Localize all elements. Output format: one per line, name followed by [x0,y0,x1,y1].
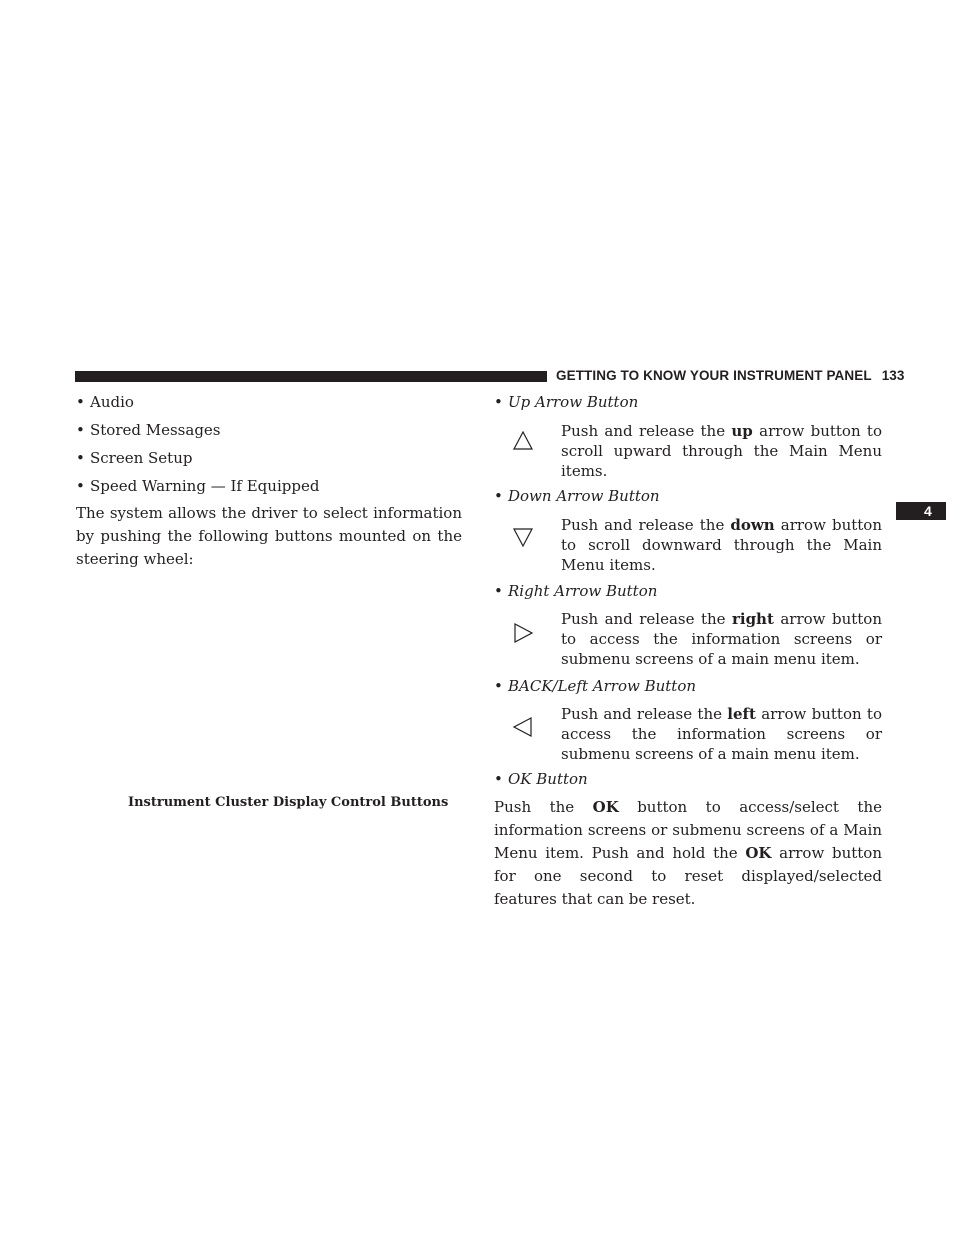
header-rule [75,371,547,382]
figure-caption: Instrument Cluster Display Control Buttons [128,795,449,810]
list-item: • Down Arrow Button [494,487,660,505]
left-button-description: Push and release the left arrow button to access the information screens or submenu screens of a main menu item. [561,705,882,763]
down-triangle-icon [512,526,534,548]
list-item: • Screen Setup [76,449,193,467]
ok-button-title: OK Button [508,770,588,788]
list-item: • Up Arrow Button [494,393,639,411]
up-button-title: Up Arrow Button [508,393,639,411]
up-triangle-icon [512,430,534,452]
left-button-title: BACK/Left Arrow Button [508,677,697,695]
up-button-description: Push and release the up arrow button to scroll upward through the Main Menu items. [561,422,882,480]
page-number: 133 [881,368,905,383]
list-item: • Audio [76,393,134,411]
running-header [556,368,905,383]
list-item: • BACK/Left Arrow Button [494,677,697,695]
right-triangle-icon [512,622,534,644]
ok-button-description: Push the OK button to access/select the information screens or submenu screens of a Main Menu item. Push and hold the OK arrow button for one second to reset displayed/selected features that can be reset. [494,798,882,908]
down-button-title: Down Arrow Button [508,487,660,505]
right-button-description: Push and release the right arrow button to access the information screens or submenu screens of a main menu item. [561,610,882,668]
down-button-description: Push and release the down arrow button to scroll downward through the Main Menu items. [561,516,882,574]
list-item: • Speed Warning — If Equipped [76,477,320,495]
list-item: • Right Arrow Button [494,582,658,600]
chapter-tab [896,502,946,520]
chapter-number: 4 [924,503,932,519]
right-button-title: Right Arrow Button [508,582,658,600]
intro-paragraph: The system allows the driver to select information by pushing the following buttons mounted on the steering wheel: [76,504,462,568]
list-item: • Stored Messages [76,421,221,439]
left-triangle-icon [512,716,534,738]
header-title: GETTING TO KNOW YOUR INSTRUMENT PANEL [556,368,872,383]
list-item: • OK Button [494,770,588,788]
